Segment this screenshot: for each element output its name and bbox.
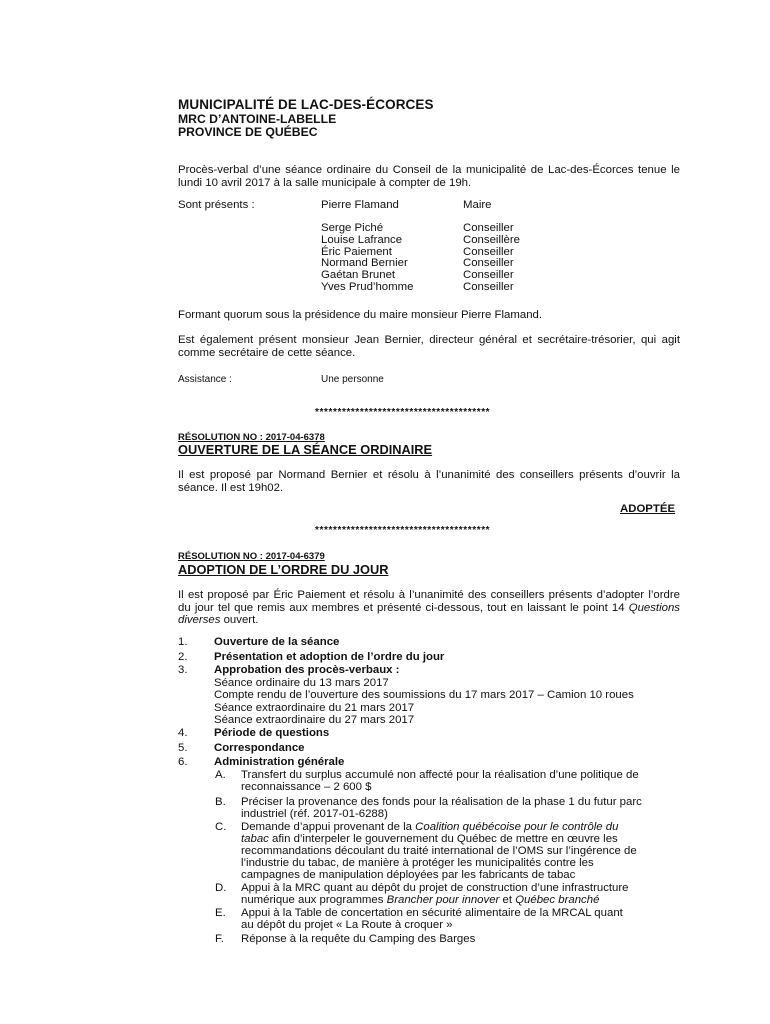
mrc-title: MRC D’ANTOINE-LABELLE [178,112,337,126]
sub-item-text: Préciser la provenance des fonds pour la réalisation de la phase 1 du futur parc [241,796,642,808]
sub-item-letter: C. [215,821,227,833]
sub-item-text: Transfert du surplus accumulé non affecté pour la réalisation d’une politique de [241,769,639,781]
agenda-number: 2. [178,651,188,663]
quorum-paragraph: Formant quorum sous la présidence du maire monsieur Pierre Flamand. [178,309,543,321]
resolution-text: Il est proposé par Éric Paiement et résolu à l’unanimité des conseillers présents d’adopter l’ordre du jour tel que remis aux membres et présenté ci-dessous, tout en laissant le point 14 Questions diverses ouvert. [178,589,680,626]
resolution-title: ADOPTION DE L’ORDRE DU JOUR [178,562,389,577]
sub-item-letter: D. [215,882,227,894]
agenda-title: Ouverture de la séance [214,636,340,648]
agenda-number: 3. [178,664,188,676]
agenda-title: Administration générale [214,756,345,768]
councillor-name: Yves Prud’homme [321,281,414,293]
separator: *************************************** [315,407,491,418]
councillor-role: Conseiller [463,269,514,281]
sub-item-letter: A. [215,769,226,781]
intro-paragraph: Procès-verbal d’une séance ordinaire du Conseil de la municipalité de Lac-des-Écorces tenue le lundi 10 avril 2017 à la salle municipale à compter de 19h. [178,164,680,189]
sub-item-text: numérique aux programmes Brancher pour innover et Québec branché [241,894,600,906]
agenda-subline: Séance extraordinaire du 21 mars 2017 [214,702,415,714]
agenda-number: 4. [178,727,188,739]
sub-item-text: Appui à la Table de concertation en sécurité alimentaire de la MRCAL quant [241,907,623,919]
resolution-number: RÉSOLUTION NO : 2017-04-6378 [178,432,325,443]
councillor-name: Serge Piché [321,222,384,234]
mayor-name: Pierre Flamand [321,199,399,211]
separator: *************************************** [315,525,491,536]
agenda-number: 5. [178,742,188,754]
adopted-status: ADOPTÉE [620,503,676,515]
sub-item-text: Demande d’appui provenant de la Coalition québécoise pour le contrôle du [241,821,619,833]
councillor-role: Conseiller [463,222,514,234]
sub-item-text: tabac afin d’interpeler le gouvernement du Québec de mettre en œuvre les [241,833,618,845]
presents-label: Sont présents : [178,199,255,211]
province-title: PROVINCE DE QUÉBEC [178,125,318,139]
resolution-text: Il est proposé par Normand Bernier et résolu à l’unanimité des conseillers présents d’ouvrir la séance. Il est 19h02. [178,469,680,494]
sub-item-letter: E. [215,907,226,919]
resolution-number: RÉSOLUTION NO : 2017-04-6379 [178,551,325,562]
councillor-role: Conseillère [463,234,520,246]
assistance-value: Une personne [321,374,384,385]
sub-item-text: industriel (réf. 2017-01-6288) [241,808,388,820]
sub-item-letter: B. [215,796,226,808]
also-present-paragraph: Est également présent monsieur Jean Bernier, directeur général et secrétaire-trésorier, qui agit comme secrétaire de cette séance. [178,334,680,359]
sub-item-text: Appui à la MRC quant au dépôt du projet de construction d’une infrastructure [241,882,629,894]
councillor-role: Conseiller [463,281,514,293]
mayor-role: Maire [463,199,492,211]
assistance-label: Assistance : [178,374,232,385]
agenda-subline: Séance extraordinaire du 27 mars 2017 [214,714,415,726]
agenda-subline: Séance ordinaire du 13 mars 2017 [214,677,389,689]
sub-item-text: l’industrie du tabac, de manière à protéger les municipalités contre les [241,857,594,869]
sub-item-text: recommandations découlant du traité international de l’OMS sur l’ingérence de [241,845,637,857]
sub-item-text: Réponse à la requête du Camping des Barges [241,933,476,945]
agenda-subline: Compte rendu de l’ouverture des soumissions du 17 mars 2017 – Camion 10 roues [214,689,634,701]
councillor-role: Conseiller [463,246,514,258]
agenda-title: Correspondance [214,742,305,754]
councillor-role: Conseiller [463,257,514,269]
municipality-title: MUNICIPALITÉ DE LAC-DES-ÉCORCES [178,97,434,112]
agenda-number: 6. [178,756,188,768]
resolution-title: OUVERTURE DE LA SÉANCE ORDINAIRE [178,442,433,457]
sub-item-text: campagnes de manipulation déployées par les fabricants de tabac [241,869,576,881]
sub-item-text: au dépôt du projet « La Route à croquer » [241,919,453,931]
agenda-title: Approbation des procès-verbaux : [214,664,400,676]
agenda-title: Présentation et adoption de l’ordre du jour [214,651,445,663]
councillor-name: Normand Bernier [321,257,408,269]
councillor-name: Louise Lafrance [321,234,403,246]
sub-item-text: reconnaissance – 2 600 $ [241,781,372,793]
agenda-title: Période de questions [214,727,330,739]
sub-item-letter: F. [215,933,224,945]
councillor-name: Gaétan Brunet [321,269,396,281]
councillor-name: Éric Paiement [321,246,392,258]
agenda-number: 1. [178,636,188,648]
